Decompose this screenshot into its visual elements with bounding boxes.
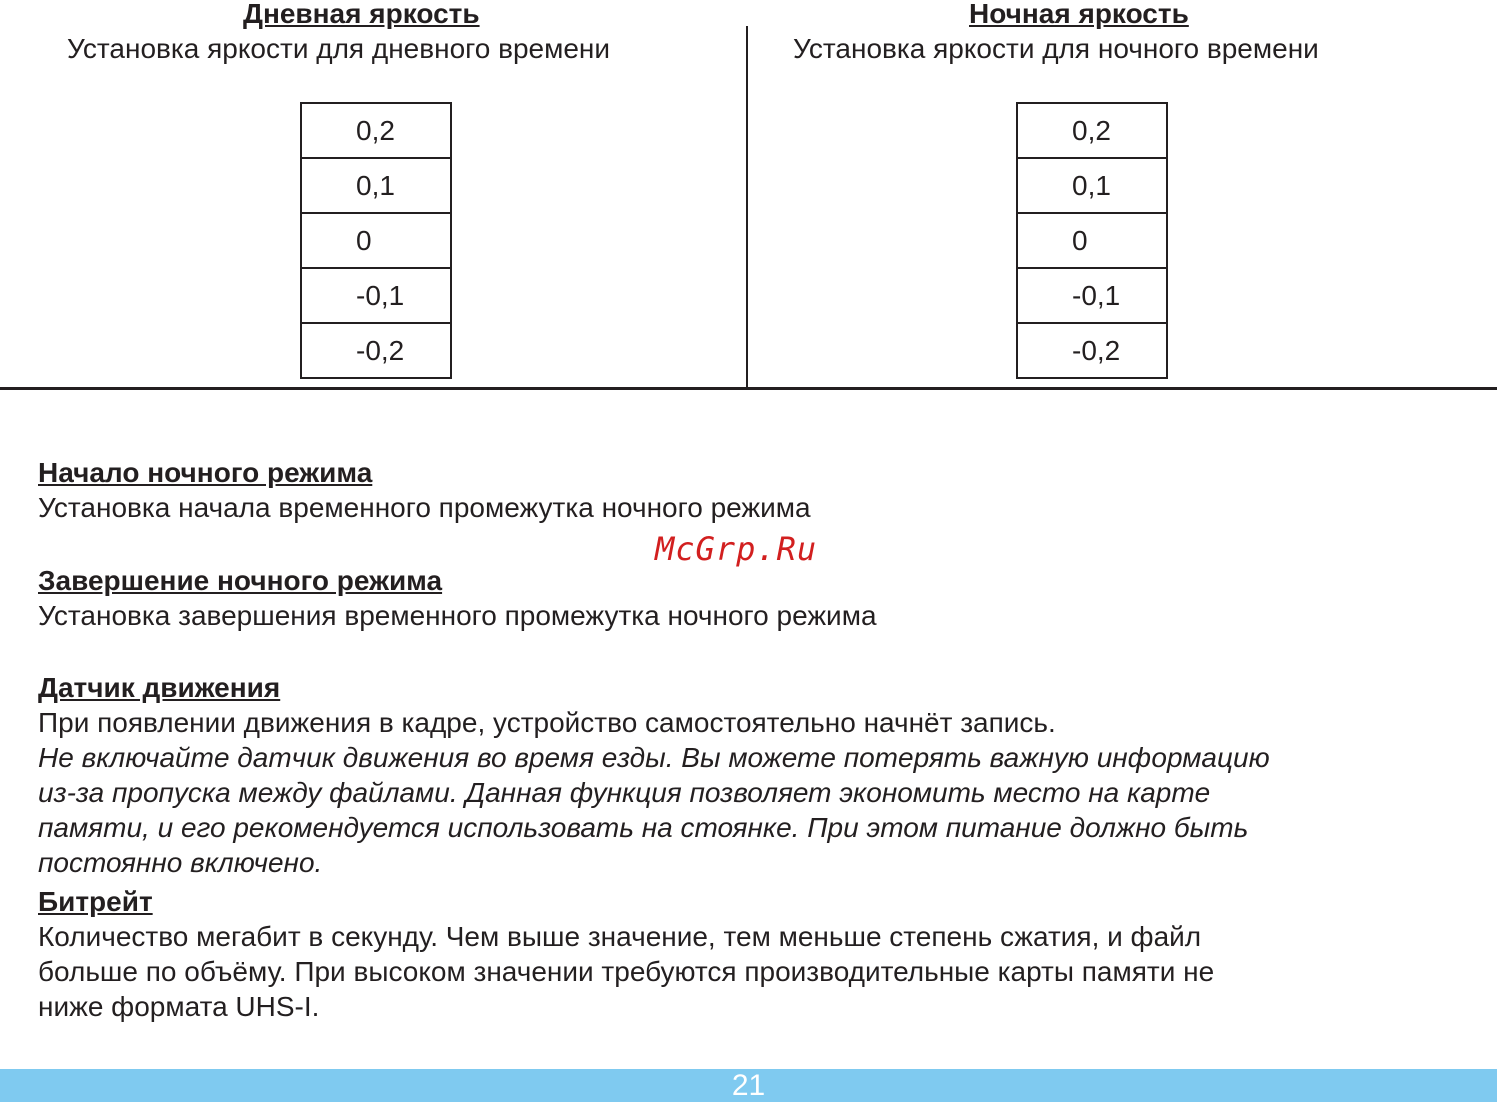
night-brightness-options [1016,102,1168,379]
night-brightness-option[interactable]: -0,2 [1072,335,1121,366]
motion-sensor-warning-line: из-за пропуска между файлами. Данная функция позволяет экономить место на карте [38,777,1211,808]
motion-sensor-text: При появлении движения в кадре, устройство самостоятельно начнёт запись. [38,707,1056,738]
bitrate-title: Битрейт [38,886,153,917]
night-brightness-description: Установка яркости для ночного времени [793,33,1319,64]
watermark: McGrp.Ru [655,530,818,568]
day-brightness-title: Дневная яркость [243,0,480,29]
motion-sensor-warning-line: постоянно включено. [38,847,323,878]
day-brightness-description: Установка яркости для дневного времени [67,33,611,64]
night-brightness-title: Ночная яркость [969,0,1189,29]
night-mode-start-section [38,456,1468,525]
bitrate-text-line: ниже формата UHS-I. [38,991,320,1022]
column-divider [746,26,748,388]
day-brightness-option[interactable]: -0,1 [302,269,450,324]
night-brightness-option[interactable]: 0,1 [1018,159,1166,214]
night-brightness-option[interactable]: -0,1 [1018,269,1166,324]
night-mode-start-title: Начало ночного режима [38,457,373,488]
night-mode-end-text: Установка завершения временного промежутка ночного режима [38,600,877,631]
day-brightness-option[interactable]: -0,2 [356,335,405,366]
night-mode-start-text: Установка начала временного промежутка ночного режима [38,492,811,523]
day-brightness-option[interactable]: 0,2 [302,104,450,159]
footer-bar [0,1069,1497,1102]
section-divider [0,387,1497,390]
night-mode-end-section [38,564,1468,633]
day-brightness-options [300,102,452,379]
bitrate-text-line: больше по объёму. При высоком значении требуются производительные карты памяти не [38,956,1215,987]
day-brightness-option[interactable]: 0 [302,214,450,269]
night-brightness-option[interactable]: 0,2 [1018,104,1166,159]
night-brightness-option[interactable]: 0 [1018,214,1166,269]
motion-sensor-section [38,671,1468,880]
page-number: 21 [731,1069,766,1102]
motion-sensor-warning-line: памяти, и его рекомендуется использовать на стоянке. При этом питание должно быть [38,812,1249,843]
night-mode-end-title: Завершение ночного режима [38,565,443,596]
bitrate-section [38,885,1468,1024]
day-brightness-option[interactable]: 0,1 [302,159,450,214]
bitrate-text-line: Количество мегабит в секунду. Чем выше значение, тем меньше степень сжатия, и файл [38,921,1202,952]
motion-sensor-warning-line: Не включайте датчик движения во время езды. Вы можете потерять важную информацию [38,742,1270,773]
motion-sensor-title: Датчик движения [38,672,281,703]
